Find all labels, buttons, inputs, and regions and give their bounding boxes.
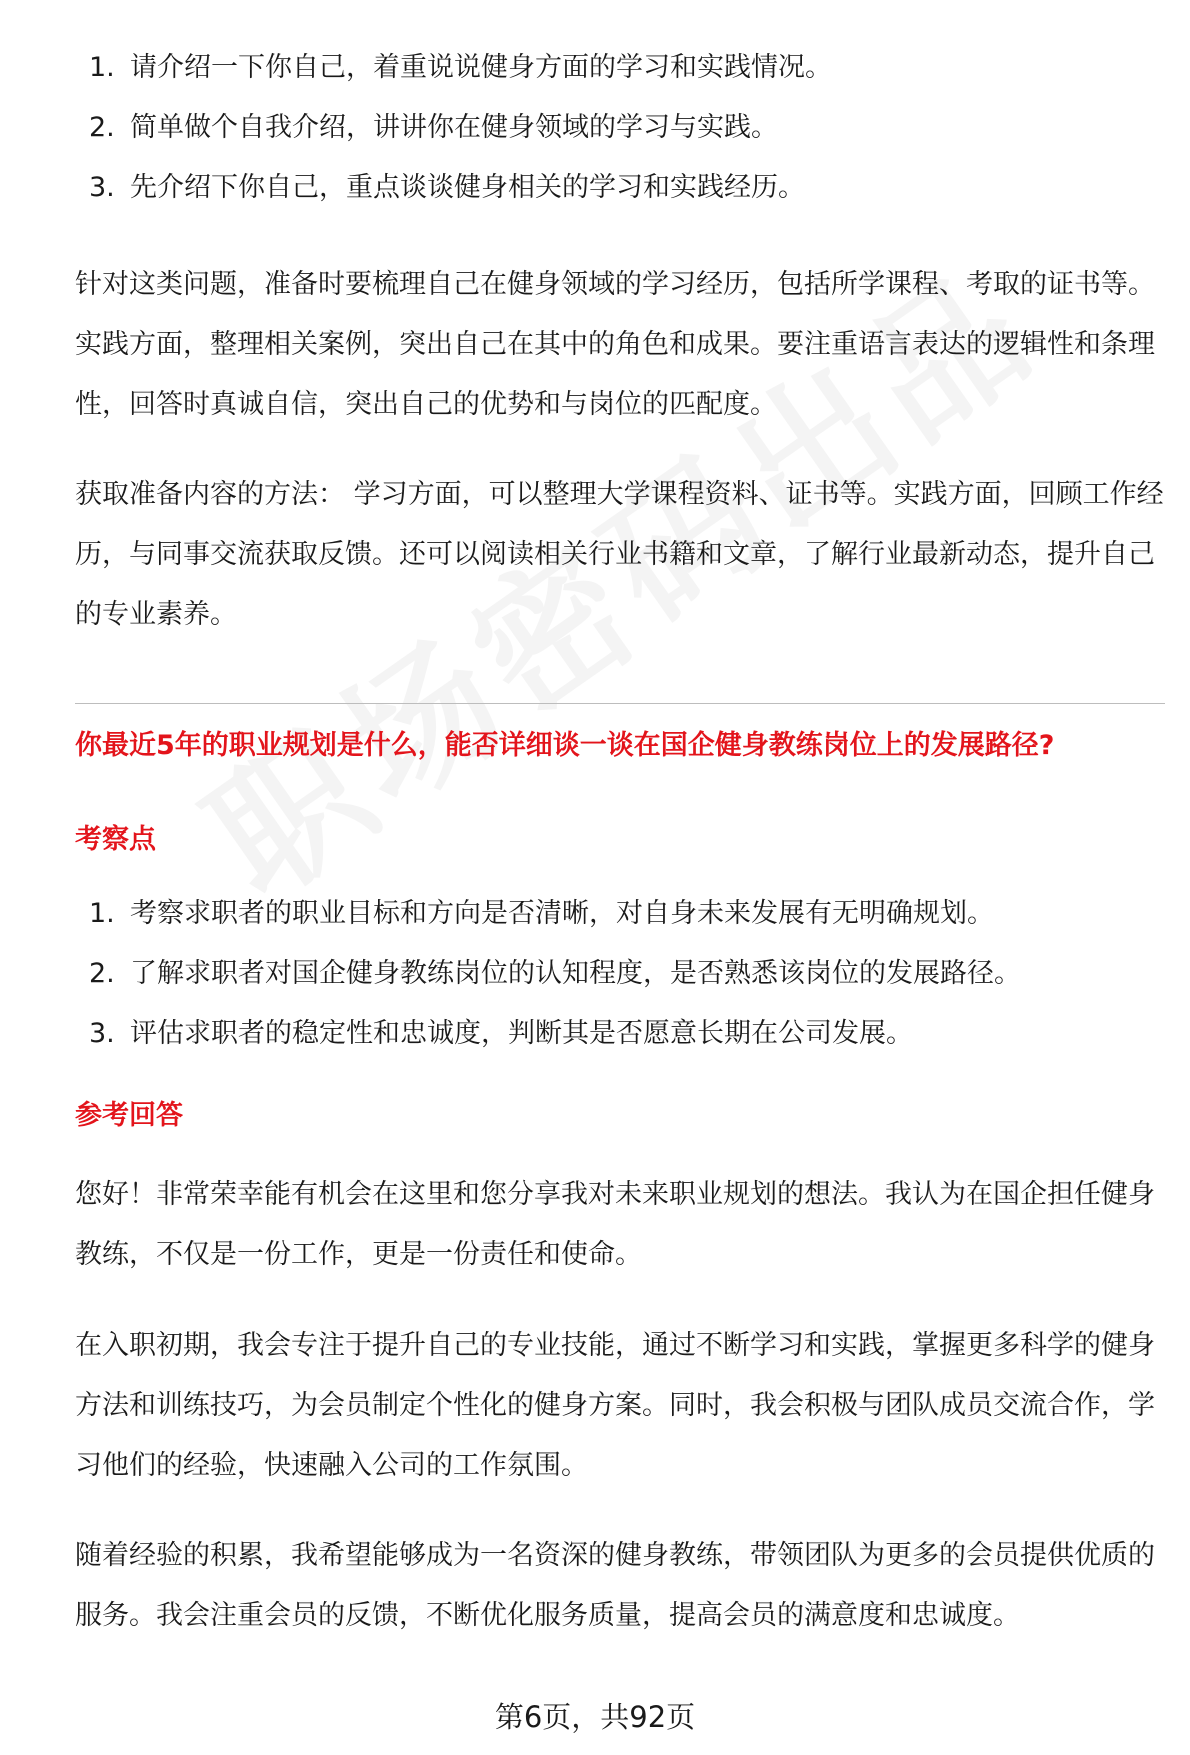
list-number: 1. [89, 898, 115, 929]
exam-points-list [75, 884, 1165, 1064]
list-text: 简单做个自我介绍，讲讲你在健身领域的学习与实践。 [130, 112, 778, 143]
list-number: 2. [89, 958, 115, 989]
section-title-exam-points: 考察点 [75, 824, 156, 855]
page-number-footer: 第6页，共92页 [494, 1700, 696, 1734]
list-item [75, 98, 1165, 158]
list-item [75, 38, 1165, 98]
method-paragraph: 获取准备内容的方法： 学习方面，可以整理大学课程资料、证书等。实践方面，回顾工作经历，与同事交流获取反馈。还可以阅读相关行业书籍和文章，了解行业最新动态，提升自己的专业素养。 [75, 479, 1164, 630]
list-item [75, 884, 1165, 944]
question-heading: 你最近5年的职业规划是什么，能否详细谈一谈在国企健身教练岗位上的发展路径? [75, 730, 1055, 761]
list-text: 考察求职者的职业目标和方向是否清晰，对自身未来发展有无明确规划。 [130, 898, 994, 929]
list-text: 评估求职者的稳定性和忠诚度，判断其是否愿意长期在公司发展。 [130, 1018, 913, 1049]
list-text: 了解求职者对国企健身教练岗位的认知程度，是否熟悉该岗位的发展路径。 [130, 958, 1021, 989]
list-item [75, 158, 1165, 218]
section-divider [75, 703, 1165, 704]
list-number: 3. [89, 172, 115, 203]
section-title-reference-answer: 参考回答 [75, 1100, 183, 1131]
list-number: 2. [89, 112, 115, 143]
list-item [75, 1004, 1165, 1064]
list-item [75, 944, 1165, 1004]
list-text: 先介绍下你自己，重点谈谈健身相关的学习和实践经历。 [130, 172, 805, 203]
list-text: 请介绍一下你自己，着重说说健身方面的学习和实践情况。 [130, 52, 832, 83]
preparation-paragraph: 针对这类问题，准备时要梳理自己在健身领域的学习经历，包括所学课程、考取的证书等。实践方面，整理相关案例，突出自己在其中的角色和成果。要注重语言表达的逻辑性和条理性，回答时真诚自信，突出自己的优势和与岗位的匹配度。 [75, 269, 1155, 420]
answer-paragraph-intro: 您好！非常荣幸能有机会在这里和您分享我对未来职业规划的想法。我认为在国企担任健身教练，不仅是一份工作，更是一份责任和使命。 [75, 1179, 1155, 1270]
answer-paragraph-growth: 随着经验的积累，我希望能够成为一名资深的健身教练，带领团队为更多的会员提供优质的服务。我会注重会员的反馈，不断优化服务质量，提高会员的满意度和忠诚度。 [75, 1540, 1155, 1631]
list-number: 3. [89, 1018, 115, 1049]
list-number: 1. [89, 52, 115, 83]
answer-paragraph-early-stage: 在入职初期，我会专注于提升自己的专业技能，通过不断学习和实践，掌握更多科学的健身方法和训练技巧，为会员制定个性化的健身方案。同时，我会积极与团队成员交流合作，学习他们的经验，快速融入公司的工作氛围。 [75, 1330, 1155, 1481]
question-variants-list [75, 38, 1165, 218]
